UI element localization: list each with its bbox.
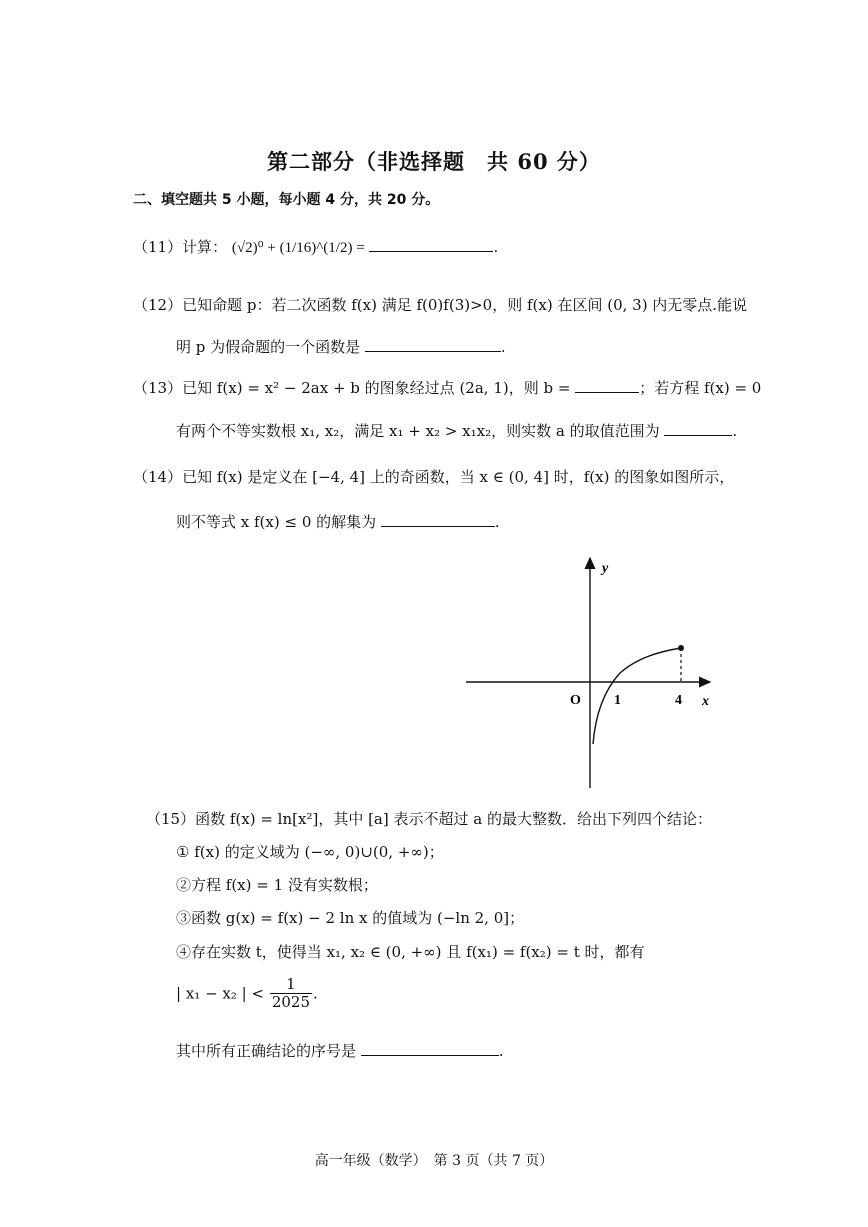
q15-conclusion-4-inequality [176, 976, 318, 1011]
q13-line1a: 已知 f(x) = x² − 2ax + b 的图象经过点 (2a, 1)，则 b = [182, 379, 571, 397]
q15-stem: 函数 f(x) = ln[x²]，其中 [a] 表示不超过 a 的最大整数．给出下列四个结论： [195, 810, 712, 828]
q13-end: . [732, 422, 738, 440]
q13-number: （13） [133, 379, 183, 397]
curve [593, 648, 681, 744]
q15-fraction [270, 976, 312, 1011]
question-14-line1 [133, 466, 734, 487]
question-13-line2 [176, 420, 737, 441]
origin-label: O [570, 693, 581, 708]
q13-answer-blank-1[interactable] [575, 380, 639, 393]
question-11 [133, 236, 498, 257]
tick-1-label: 1 [614, 693, 621, 708]
q15-conclusion-2: ②方程 f(x) = 1 没有实数根； [176, 876, 378, 894]
q12-end: . [500, 338, 506, 356]
q11-expression: (√2)⁰ + (1/16)^(1/2) = [231, 240, 365, 256]
q13-answer-blank-2[interactable] [664, 423, 732, 436]
q15-end: . [498, 1042, 504, 1060]
function-graph [460, 548, 720, 798]
q14-line2: 则不等式 x f(x) ≤ 0 的解集为 [176, 513, 377, 531]
q15-fraction-denominator: 2025 [271, 993, 310, 1011]
question-12-line2 [176, 336, 506, 357]
q15-ask-text: 其中所有正确结论的序号是 [176, 1042, 357, 1060]
question-14-line2 [176, 511, 500, 532]
q11-end: . [493, 238, 499, 256]
q14-answer-blank[interactable] [381, 514, 495, 527]
section-heading: 二、填空题共 5 小题，每小题 4 分，共 20 分。 [133, 192, 440, 208]
q13-line1b: ；若方程 f(x) = 0 [639, 379, 762, 397]
question-13-line1 [133, 377, 761, 398]
q11-answer-blank[interactable] [369, 239, 493, 252]
endpoint-dot [678, 645, 684, 651]
q11-lead: 计算： [182, 238, 228, 256]
q15-conclusion-3: ③函数 g(x) = f(x) − 2 ln x 的值域为 (−ln 2, 0]； [176, 909, 525, 927]
q12-answer-blank[interactable] [365, 339, 501, 352]
page-footer: 高一年级（数学） 第 3 页（共 7 页） [314, 1153, 554, 1169]
q15-conclusion-1: ① f(x) 的定义域为 (−∞, 0)∪(0, +∞)； [176, 843, 444, 861]
q11-number: （11） [133, 238, 183, 256]
q12-number: （12） [133, 296, 183, 314]
tick-4-label: 4 [675, 693, 682, 708]
q15-conclusion-4: ④存在实数 t，使得当 x₁, x₂ ∈ (0, +∞) 且 f(x₁) = f(x₂) = t 时，都有 [176, 943, 645, 961]
q15-inequality-end: . [313, 984, 318, 1003]
q15-answer-blank[interactable] [361, 1043, 499, 1056]
q15-number: （15） [146, 810, 196, 828]
q13-line2: 有两个不等实数根 x₁, x₂，满足 x₁ + x₂ > x₁x₂，则实数 a 的取值范围为 [176, 422, 660, 440]
q14-end: . [494, 513, 500, 531]
q15-ask [176, 1040, 504, 1061]
q14-line1: 已知 f(x) 是定义在 [−4, 4] 上的奇函数，当 x ∈ (0, 4] 时，f(x) 的图象如图所示， [182, 468, 735, 486]
q12-line2: 明 p 为假命题的一个函数是 [176, 338, 361, 356]
question-15-stem [146, 808, 712, 829]
q15-inequality-left: | x₁ − x₂ | < [176, 984, 265, 1003]
q12-line1: 已知命题 p：若二次函数 f(x) 满足 f(0)f(3)>0，则 f(x) 在区间 (0, 3) 内无零点.能说 [182, 296, 748, 314]
y-label: y [602, 561, 609, 576]
x-label: x [702, 694, 709, 709]
question-12-line1 [133, 294, 747, 315]
q14-number: （14） [133, 468, 183, 486]
part-title: 第二部分（非选择题 共 60 分） [267, 149, 601, 174]
q15-fraction-numerator: 1 [286, 975, 296, 993]
